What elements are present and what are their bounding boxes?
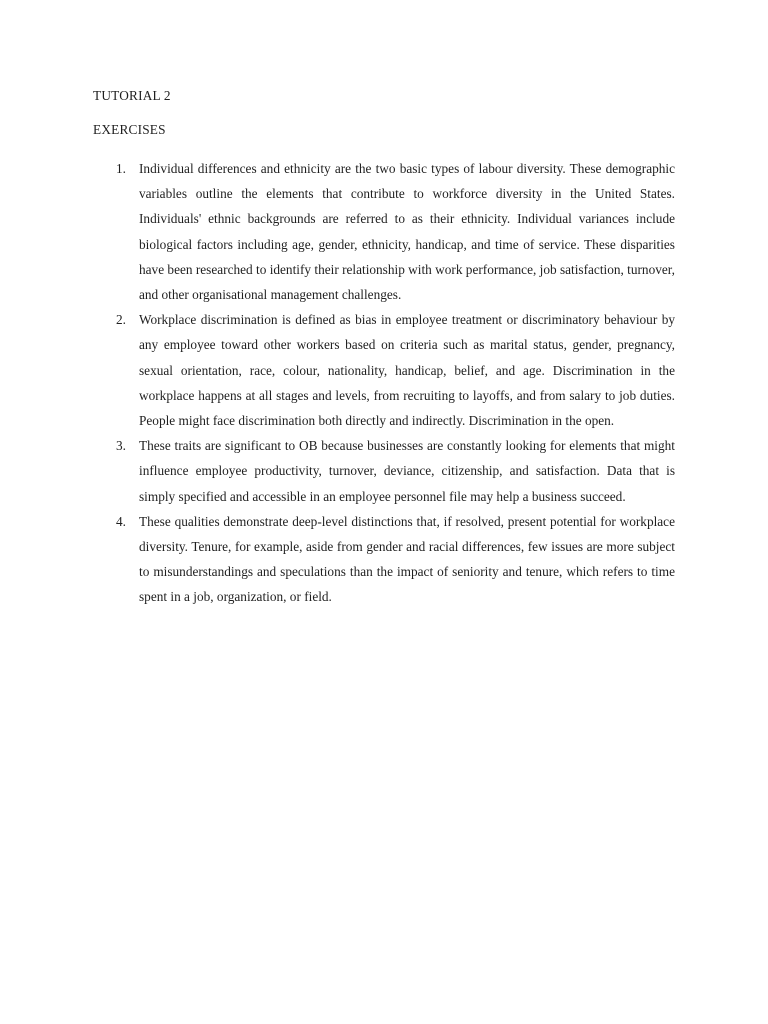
item-number: 3. <box>116 438 126 454</box>
document-title: TUTORIAL 2 <box>93 88 171 103</box>
exercise-item-3 <box>0 433 675 509</box>
item-number: 4. <box>116 513 126 529</box>
item-text: These qualities demonstrate deep-level distinctions that, if resolved, present potential for workplace diversity. Tenure, for example, aside from gender and racial differences, few issues are more subject to misunderstandings and speculations than the impact of seniority and tenure, which refers to time spent in a job, organization, or field. <box>139 513 675 605</box>
item-number: 2. <box>116 312 126 328</box>
exercise-item-1 <box>0 156 675 307</box>
item-text: Individual differences and ethnicity are the two basic types of labour diversity. These demographic variables outline the elements that contribute to workforce diversity in the United States. Individuals' ethnic backgrounds are referred to as their ethnicity. Individual variances include biological factors including age, gender, ethnicity, handicap, and time of service. These disparities have been researched to identify their relationship with work performance, job satisfaction, turnover, and other organisational management challenges. <box>139 161 675 303</box>
exercise-item-4 <box>0 509 675 610</box>
exercise-item-2 <box>0 307 675 433</box>
exercise-list <box>0 156 768 610</box>
item-text: These traits are significant to OB because businesses are constantly looking for elements that might influence employee productivity, turnover, deviance, citizenship, and satisfaction. Data that is simply specified and accessible in an employee personnel file may help a business succeed. <box>139 438 675 504</box>
item-number: 1. <box>116 161 126 176</box>
item-text: Workplace discrimination is defined as bias in employee treatment or discriminatory behaviour by any employee toward other workers based on criteria such as marital status, gender, pregnancy, sexual orientation, race, colour, nationality, handicap, belief, and age. Discrimination in the workplace happens at all stages and levels, from recruiting to layoffs, and from salary to job duties. People might face discrimination both directly and indirectly. Discrimination in the open. <box>139 312 675 429</box>
section-heading: EXERCISES <box>93 122 166 137</box>
